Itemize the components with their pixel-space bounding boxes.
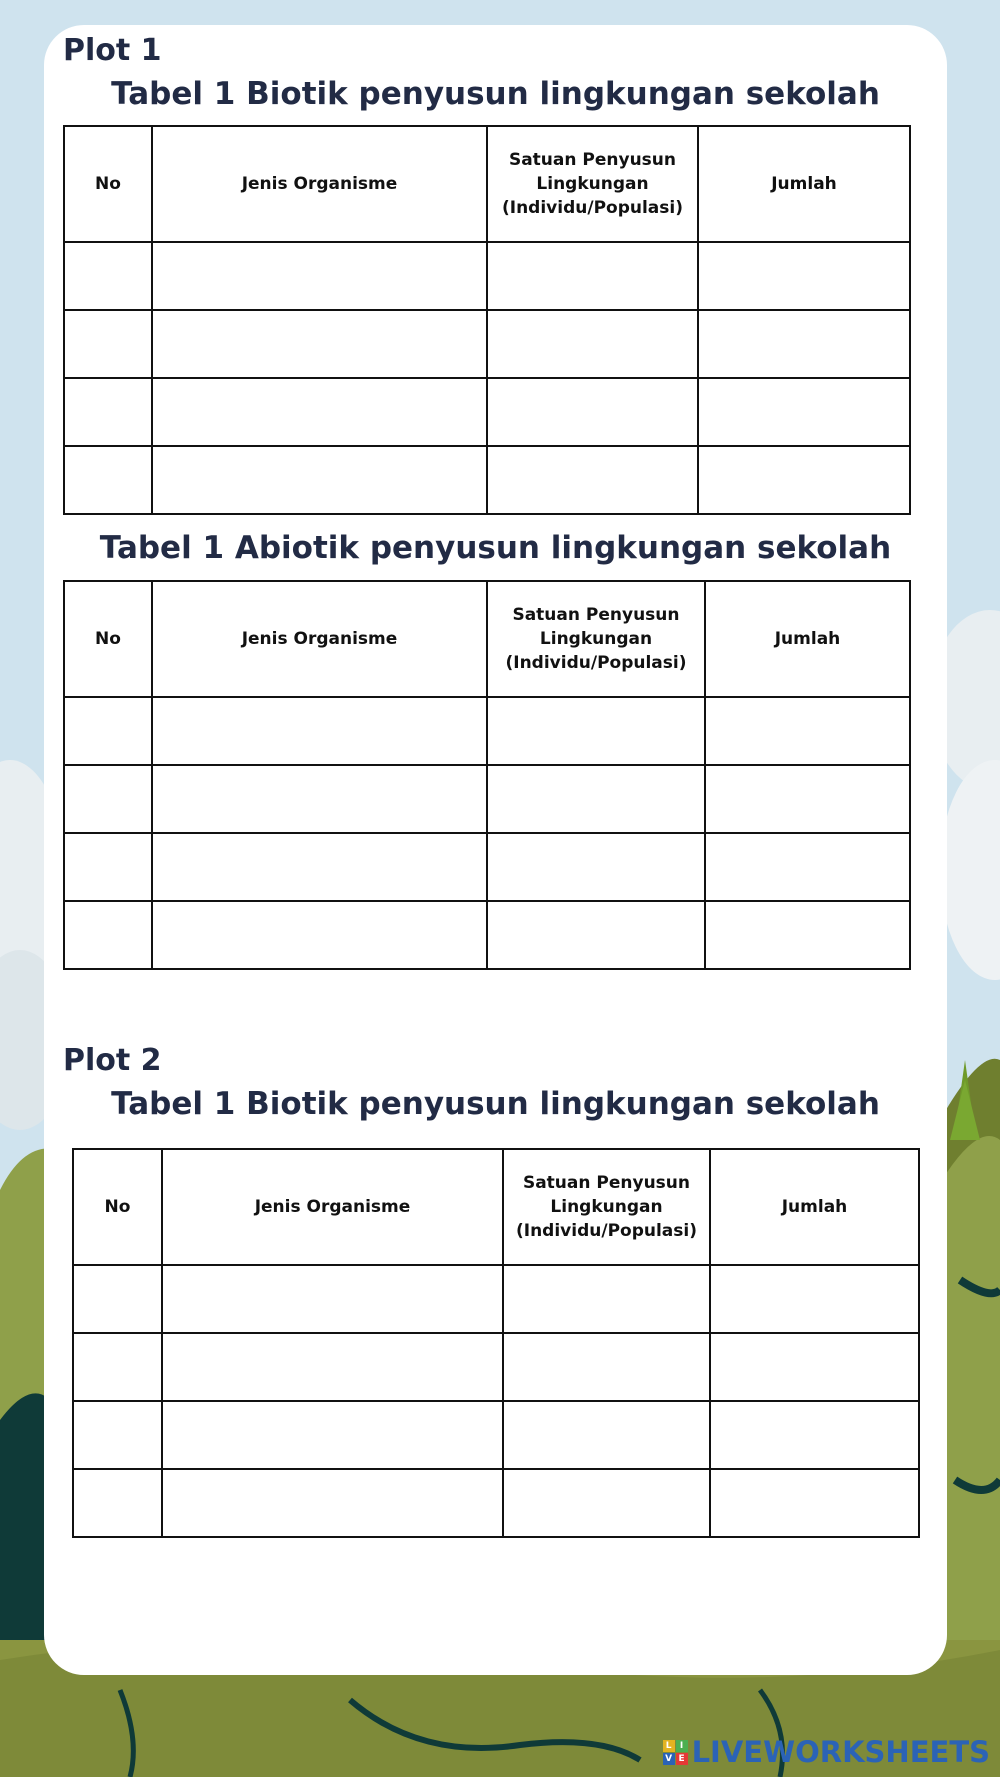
cell-satuan-input[interactable] xyxy=(503,1469,710,1537)
liveworksheets-logo-text: LIVEWORKSHEETS xyxy=(691,1735,990,1769)
table-row xyxy=(64,242,910,310)
logo-letter-l: L xyxy=(663,1740,675,1752)
liveworksheets-logo-icon xyxy=(663,1740,688,1765)
cell-jumlah-input[interactable] xyxy=(698,310,910,378)
cell-jumlah-input[interactable] xyxy=(710,1401,919,1469)
cell-jenis-input[interactable] xyxy=(152,378,487,446)
cell-no-input[interactable] xyxy=(64,310,152,378)
table-title-biotik-plot-1: Tabel 1 Biotik penyusun lingkungan sekolah xyxy=(111,76,880,112)
cell-no-input[interactable] xyxy=(73,1401,162,1469)
cell-satuan-input[interactable] xyxy=(487,242,698,310)
header-jenis-organisme: Jenis Organisme xyxy=(152,126,487,242)
table-row xyxy=(64,310,910,378)
table-row xyxy=(73,1401,919,1469)
cell-jumlah-input[interactable] xyxy=(710,1265,919,1333)
cell-jumlah-input[interactable] xyxy=(698,242,910,310)
plot-2-label: Plot 2 xyxy=(63,1043,162,1078)
table-row xyxy=(73,1265,919,1333)
cell-no-input[interactable] xyxy=(73,1265,162,1333)
header-satuan-penyusun xyxy=(487,581,705,697)
header-satuan-line-1: Satuan Penyusun xyxy=(508,150,677,170)
cell-jumlah-input[interactable] xyxy=(710,1333,919,1401)
cell-jumlah-input[interactable] xyxy=(698,446,910,514)
cell-satuan-input[interactable] xyxy=(487,310,698,378)
header-satuan-penyusun xyxy=(487,126,698,242)
table-row xyxy=(64,378,910,446)
header-satuan-line-1: Satuan Penyusun xyxy=(522,1173,691,1193)
header-satuan-line-3: (Individu/Populasi) xyxy=(505,653,687,673)
table-title-abiotik-plot-1: Tabel 1 Abiotik penyusun lingkungan sekolah xyxy=(99,530,892,566)
table-biotik-plot-1 xyxy=(63,125,911,515)
cell-no-input[interactable] xyxy=(64,697,152,765)
cell-jumlah-input[interactable] xyxy=(705,833,910,901)
cell-satuan-input[interactable] xyxy=(503,1265,710,1333)
cell-no-input[interactable] xyxy=(73,1333,162,1401)
header-satuan-line-3: (Individu/Populasi) xyxy=(501,198,683,218)
header-jumlah: Jumlah xyxy=(705,581,910,697)
cell-satuan-input[interactable] xyxy=(487,901,705,969)
cell-no-input[interactable] xyxy=(64,901,152,969)
table-header-row xyxy=(64,581,910,697)
table-header-row xyxy=(73,1149,919,1265)
cell-jumlah-input[interactable] xyxy=(705,765,910,833)
cell-no-input[interactable] xyxy=(64,242,152,310)
table-biotik-plot-2 xyxy=(72,1148,920,1538)
header-jenis-organisme: Jenis Organisme xyxy=(152,581,487,697)
cell-no-input[interactable] xyxy=(64,378,152,446)
cell-satuan-input[interactable] xyxy=(487,697,705,765)
table-abiotik-plot-1 xyxy=(63,580,911,970)
table-header-row xyxy=(64,126,910,242)
cell-jenis-input[interactable] xyxy=(162,1265,503,1333)
cell-jumlah-input[interactable] xyxy=(705,901,910,969)
cell-jenis-input[interactable] xyxy=(152,310,487,378)
cell-jenis-input[interactable] xyxy=(152,446,487,514)
cell-jenis-input[interactable] xyxy=(152,765,487,833)
cell-jumlah-input[interactable] xyxy=(698,378,910,446)
table-row xyxy=(64,901,910,969)
cell-no-input[interactable] xyxy=(64,446,152,514)
header-jenis-organisme: Jenis Organisme xyxy=(162,1149,503,1265)
header-satuan-line-2: Lingkungan xyxy=(550,1197,663,1217)
header-satuan-line-2: Lingkungan xyxy=(536,174,649,194)
cell-jenis-input[interactable] xyxy=(152,833,487,901)
header-no: No xyxy=(64,126,152,242)
table-row xyxy=(64,446,910,514)
cell-satuan-input[interactable] xyxy=(503,1401,710,1469)
cell-jenis-input[interactable] xyxy=(162,1333,503,1401)
cell-satuan-input[interactable] xyxy=(487,765,705,833)
cell-satuan-input[interactable] xyxy=(487,833,705,901)
table-row xyxy=(64,833,910,901)
table-row xyxy=(73,1469,919,1537)
cell-satuan-input[interactable] xyxy=(503,1333,710,1401)
cell-no-input[interactable] xyxy=(64,765,152,833)
header-no: No xyxy=(64,581,152,697)
header-satuan-line-3: (Individu/Populasi) xyxy=(515,1221,697,1241)
table-row xyxy=(64,765,910,833)
cell-satuan-input[interactable] xyxy=(487,378,698,446)
cell-jenis-input[interactable] xyxy=(162,1401,503,1469)
header-satuan-line-1: Satuan Penyusun xyxy=(512,605,680,625)
header-satuan-line-2: Lingkungan xyxy=(539,629,653,649)
cell-jenis-input[interactable] xyxy=(152,901,487,969)
header-jumlah: Jumlah xyxy=(698,126,910,242)
plot-1-label: Plot 1 xyxy=(63,33,162,68)
table-row xyxy=(64,697,910,765)
logo-letter-i: I xyxy=(676,1740,688,1752)
cell-satuan-input[interactable] xyxy=(487,446,698,514)
header-satuan-penyusun xyxy=(503,1149,710,1265)
logo-letter-e: E xyxy=(676,1753,688,1765)
cell-jenis-input[interactable] xyxy=(152,242,487,310)
cell-jenis-input[interactable] xyxy=(162,1469,503,1537)
cell-jumlah-input[interactable] xyxy=(705,697,910,765)
liveworksheets-logo[interactable] xyxy=(663,1735,990,1769)
cell-no-input[interactable] xyxy=(64,833,152,901)
cell-jumlah-input[interactable] xyxy=(710,1469,919,1537)
table-row xyxy=(73,1333,919,1401)
logo-letter-v: V xyxy=(663,1753,675,1765)
table-title-biotik-plot-2: Tabel 1 Biotik penyusun lingkungan sekolah xyxy=(111,1086,880,1122)
cell-no-input[interactable] xyxy=(73,1469,162,1537)
cell-jenis-input[interactable] xyxy=(152,697,487,765)
header-jumlah: Jumlah xyxy=(710,1149,919,1265)
header-no: No xyxy=(73,1149,162,1265)
